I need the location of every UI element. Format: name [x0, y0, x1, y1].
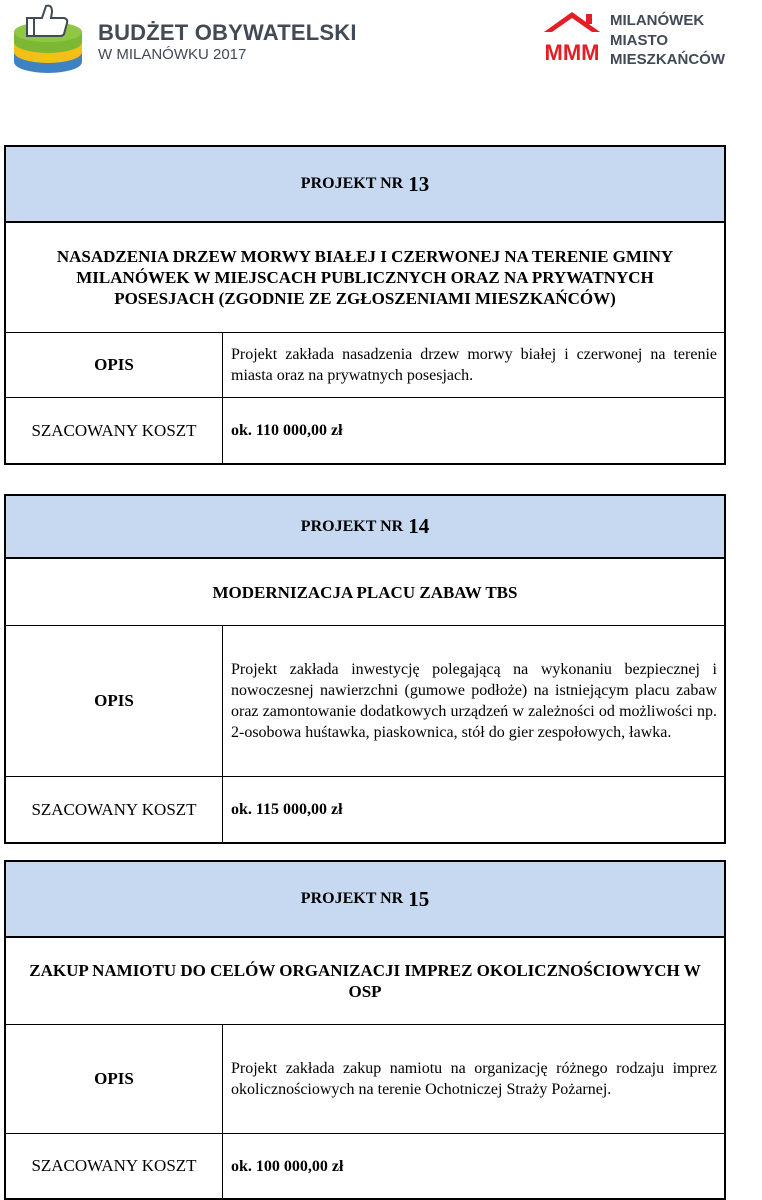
project-header	[6, 496, 724, 559]
description-label: OPIS	[6, 1025, 223, 1133]
cost-label: SZACOWANY KOSZT	[6, 398, 223, 463]
description-row	[6, 1025, 724, 1133]
thumbs-up-stack-icon	[12, 2, 92, 76]
right-logo-line1: MILANÓWEK	[610, 12, 705, 29]
project-table-15	[4, 860, 726, 1200]
cost-value: ok. 100 000,00 zł	[231, 1157, 344, 1175]
cost-row	[6, 1133, 724, 1198]
house-roof-icon	[540, 8, 604, 68]
project-number: 13	[408, 171, 430, 196]
cost-label: SZACOWANY KOSZT	[6, 1134, 223, 1198]
description-text: Projekt zakłada zakup namiotu na organizację różnego rodzaju imprez okolicznościowych na terenie Ochotniczej Straży Pożarnej.	[231, 1060, 717, 1098]
project-title: ZAKUP NAMIOTU DO CELÓW ORGANIZACJI IMPREZ OKOLICZNOŚCIOWYCH W OSP	[6, 938, 724, 1025]
budzet-obywatelski-logo	[12, 2, 357, 76]
project-header	[6, 862, 724, 938]
cost-label: SZACOWANY KOSZT	[6, 777, 223, 842]
cost-row	[6, 397, 724, 463]
cost-row	[6, 776, 724, 842]
left-logo-title: BUDŻET OBYWATELSKI	[98, 20, 357, 45]
project-table-14	[4, 494, 726, 844]
cost-value: ok. 115 000,00 zł	[231, 801, 343, 818]
project-table-13	[4, 145, 726, 465]
description-text: Projekt zakłada nasadzenia drzew morwy białej i czerwonej na terenie miasta oraz na prywatnych posesjach.	[231, 346, 717, 384]
left-logo-subtitle: W MILANÓWKU 2017	[98, 46, 247, 63]
description-row	[6, 333, 724, 397]
project-title: NASADZENIA DRZEW MORWY BIAŁEJ I CZERWONEJ NA TERENIE GMINY MILANÓWEK W MIEJSCACH PUBLICZNYCH ORAZ NA PRYWATNYCH POSESJACH (ZGODNIE ZE ZGŁOSZENIAMI MIESZKAŃCÓW)	[6, 223, 724, 333]
project-label: PROJEKT NR	[300, 890, 404, 907]
mmm-mark: MMM	[544, 40, 600, 65]
right-logo-line2: MIASTO	[610, 32, 669, 49]
milanowek-logo	[540, 8, 740, 72]
project-number: 15	[408, 886, 430, 911]
project-number: 14	[408, 514, 430, 538]
project-label: PROJEKT NR	[300, 175, 404, 192]
project-label: PROJEKT NR	[300, 517, 404, 535]
description-label: OPIS	[6, 333, 223, 397]
description-text: Projekt zakłada inwestycję polegającą na wykonaniu bezpiecznej i nowoczesnej nawierzchni (gumowe podłoże) na istniejącym placu zabaw oraz zamontowanie dodatkowych urządzeń w zależności od możliwości np. 2-osobowa huśtawka, piaskownica, stół do gier zespołowych, ławka.	[231, 661, 717, 741]
description-label: OPIS	[6, 626, 223, 776]
project-header	[6, 147, 724, 223]
right-logo-line3: MIESZKAŃCÓW	[610, 51, 725, 68]
project-title: MODERNIZACJA PLACU ZABAW TBS	[6, 559, 724, 626]
description-row	[6, 626, 724, 776]
cost-value: ok. 110 000,00 zł	[231, 422, 343, 439]
